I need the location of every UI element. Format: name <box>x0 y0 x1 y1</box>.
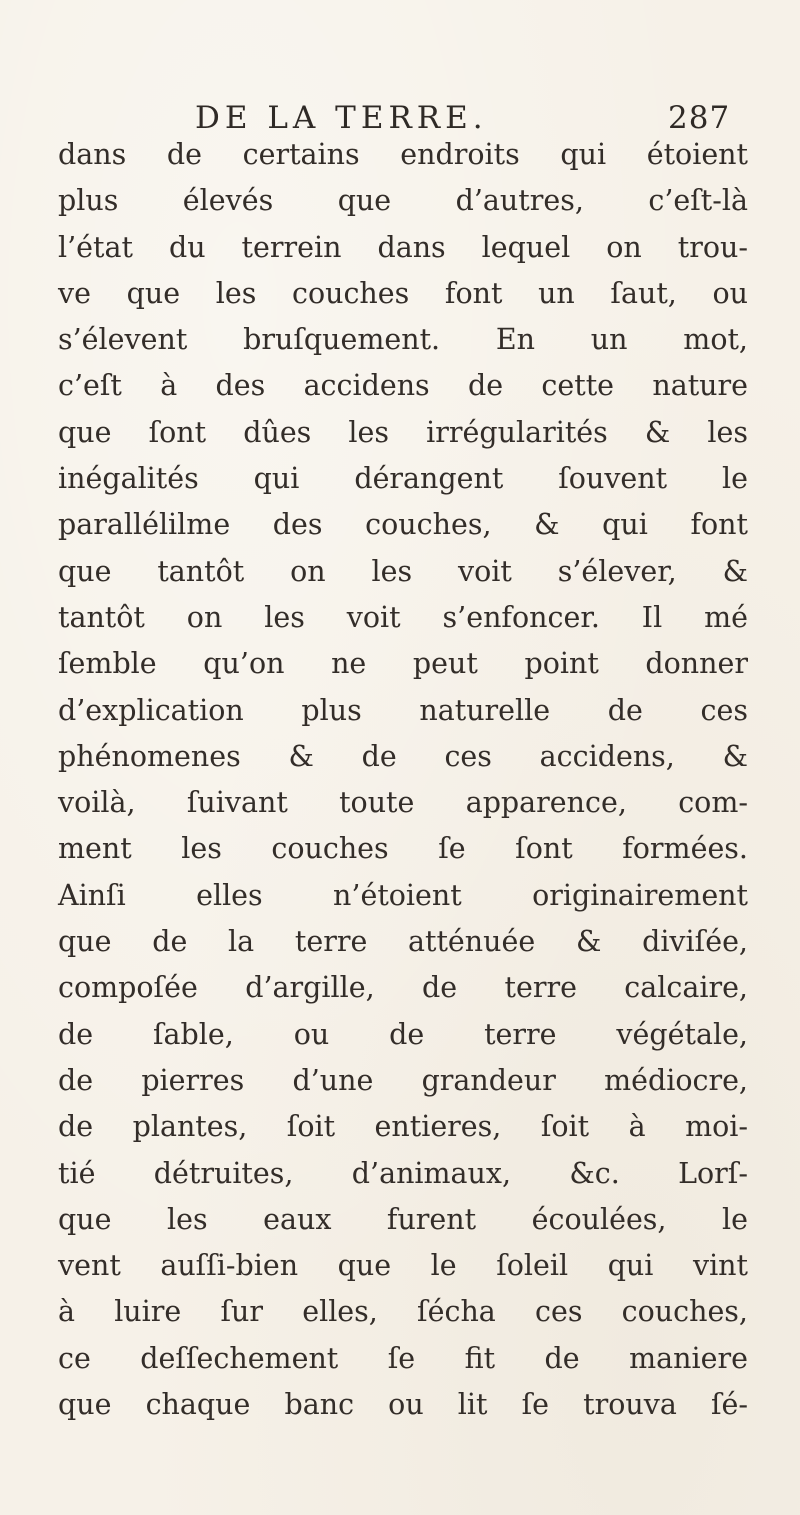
text-line: Ainſi elles n’étoient originairement <box>58 878 748 912</box>
text-line: que chaque banc ou lit ſe trouva ſé- <box>58 1388 748 1422</box>
text-line: inégalités qui dérangent ſouvent le <box>58 462 748 496</box>
text-line: que tantôt on les voit s’élever, & <box>58 554 748 588</box>
text-line: parallélilme des couches, & qui font <box>58 508 748 542</box>
text-line: vent auſſi-bien que le ſoleil qui vint <box>58 1249 748 1283</box>
text-line: de ſable, ou de terre végétale, <box>58 1017 748 1051</box>
text-line: que de la terre atténuée & diviſée, <box>58 925 748 959</box>
text-line: à luire ſur elles, ſécha ces couches, <box>58 1295 748 1329</box>
text-line: tié détruites, d’animaux, &c. Lorſ- <box>58 1156 748 1190</box>
text-line: de plantes, ſoit entieres, ſoit à moi- <box>58 1110 748 1144</box>
text-line: plus élevés que d’autres, c’eſt-là <box>58 184 748 218</box>
page-number: 287 <box>668 100 731 136</box>
text-line: tantôt on les voit s’enfoncer. Il mé <box>58 600 748 634</box>
text-line: que les eaux furent écoulées, le <box>58 1202 748 1236</box>
running-title: DE LA TERRE. <box>195 100 488 136</box>
text-line: de pierres d’une grandeur médiocre, <box>58 1063 748 1097</box>
text-line: dans de certains endroits qui étoient <box>58 138 748 171</box>
text-line: voilà, ſuivant toute apparence, com- <box>58 786 748 820</box>
text-line: ſemble qu’on ne peut point donner <box>58 647 748 681</box>
text-line: compoſée d’argille, de terre calcaire, <box>58 971 748 1005</box>
text-line: phénomenes & de ces accidens, & <box>58 739 748 773</box>
text-line: ce deſſechement ſe fit de maniere <box>58 1341 748 1375</box>
text-line: c’eſt à des accidens de cette nature <box>58 369 748 403</box>
text-line: l’état du terrein dans lequel on trou- <box>58 230 748 264</box>
text-line: ment les couches ſe ſont formées. <box>58 832 748 866</box>
text-line: s’élevent bruſquement. En un mot, <box>58 323 748 357</box>
body-text <box>58 132 748 1428</box>
text-line: d’explication plus naturelle de ces <box>58 693 748 727</box>
text-line: que ſont dûes les irrégularités & les <box>58 415 748 449</box>
text-line: ve que les couches font un ſaut, ou <box>58 276 748 310</box>
